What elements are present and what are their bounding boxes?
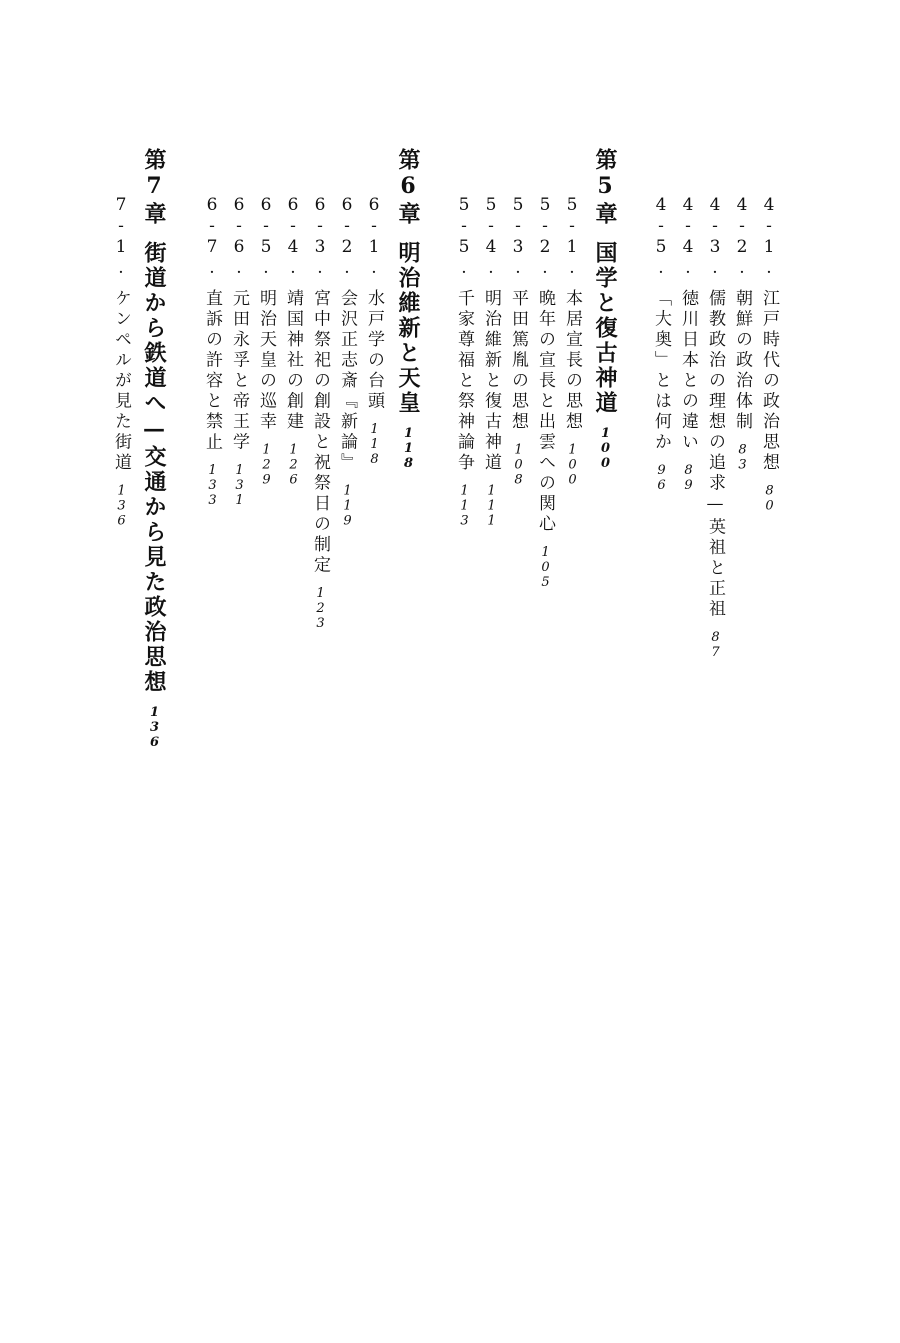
entry-page-number: 83 (735, 442, 750, 473)
entry-title: 水戸学の台頭 (364, 289, 384, 412)
entry-page-number: 96 (654, 463, 669, 493)
toc-entry-5-4[interactable] (482, 195, 499, 529)
entry-title: 会沢正志斎『新論』 (337, 289, 357, 474)
toc-entry-6-1[interactable] (365, 195, 382, 467)
entry-number: 6-4. (283, 195, 303, 279)
entry-number: 4-4. (678, 195, 698, 279)
chapter-number: 第6章 (395, 148, 421, 227)
toc-entry-6-5[interactable] (257, 195, 274, 488)
entry-title: 靖国神社の創建 (283, 289, 303, 433)
entry-number: 5-5. (454, 195, 474, 279)
toc-entry-4-4[interactable] (679, 195, 696, 493)
toc-entry-7-1[interactable] (112, 195, 129, 529)
chapter-title: 明治維新と天皇 (395, 241, 421, 416)
entry-title: 千家尊福と祭神論争 (454, 289, 474, 474)
entry-number: 6-6. (229, 195, 249, 279)
entry-title: 徳川日本との違い (678, 289, 698, 453)
entry-title: 明治維新と復古神道 (481, 289, 501, 474)
toc-entry-6-3[interactable] (311, 195, 328, 631)
entry-page-number: 108 (511, 442, 526, 488)
entry-title: 「大奥」とは何か (651, 289, 671, 453)
toc-entry-6-7[interactable] (203, 195, 220, 508)
chapter-6-heading[interactable] (397, 148, 419, 471)
entry-page-number: 80 (762, 483, 777, 514)
toc-entry-6-6[interactable] (230, 195, 247, 508)
toc-entry-5-5[interactable] (455, 195, 472, 529)
toc-entry-5-1[interactable] (563, 195, 580, 488)
entry-title: 宮中祭祀の創設と祝祭日の制定 (310, 289, 330, 576)
chapter-number: 第5章 (592, 148, 618, 227)
toc-entry-5-3[interactable] (509, 195, 526, 488)
entry-page-number: 111 (484, 483, 499, 529)
entry-number: 6-2. (337, 195, 357, 279)
entry-title: 本居宣長の思想 (562, 289, 582, 433)
entry-number: 6-3. (310, 195, 330, 279)
chapter-5-heading[interactable] (594, 148, 616, 471)
entry-page-number: 113 (457, 483, 472, 529)
entry-page-number: 119 (340, 483, 355, 529)
entry-page-number: 129 (259, 442, 274, 488)
entry-number: 4-5. (651, 195, 671, 279)
chapter-page-number: 136 (147, 705, 162, 750)
entry-page-number: 126 (286, 442, 301, 488)
entry-page-number: 133 (205, 463, 220, 508)
entry-number: 6-7. (202, 195, 222, 279)
chapter-title: 街道から鉄道へ—交通から見た政治思想 (141, 241, 167, 695)
entry-title: 晩年の宣長と出雲への関心 (535, 289, 555, 535)
entry-title: 元田永孚と帝王学 (229, 289, 249, 453)
entry-number: 5-4. (481, 195, 501, 279)
chapter-title: 国学と復古神道 (592, 241, 618, 416)
entry-title: 朝鮮の政治体制 (732, 289, 752, 433)
chapter-number: 第7章 (141, 148, 167, 227)
toc-entry-4-1[interactable] (760, 195, 777, 514)
entry-page-number: 89 (681, 463, 696, 493)
entry-number: 6-1. (364, 195, 384, 279)
toc-entry-4-2[interactable] (733, 195, 750, 473)
entry-page-number: 105 (538, 545, 553, 590)
toc-entry-6-2[interactable] (338, 195, 355, 529)
toc-entry-5-2[interactable] (536, 195, 553, 590)
entry-page-number: 136 (114, 483, 129, 529)
entry-title: 儒教政治の理想の追求—英祖と正祖 (705, 289, 725, 620)
entry-number: 5-1. (562, 195, 582, 279)
entry-number: 5-2. (535, 195, 555, 279)
toc-entry-4-3[interactable] (706, 195, 723, 660)
entry-number: 4-1. (759, 195, 779, 279)
entry-number: 4-2. (732, 195, 752, 279)
entry-title: 江戸時代の政治思想 (759, 289, 779, 474)
entry-page-number: 118 (367, 422, 382, 467)
entry-title: 明治天皇の巡幸 (256, 289, 276, 433)
chapter-page-number: 100 (598, 426, 613, 471)
entry-title: 平田篤胤の思想 (508, 289, 528, 433)
entry-title: ケンペルが見た街道 (111, 289, 131, 474)
entry-page-number: 100 (565, 442, 580, 488)
entry-page-number: 131 (232, 463, 247, 508)
entry-page-number: 123 (313, 586, 328, 631)
entry-number: 5-3. (508, 195, 528, 279)
toc-entry-4-5[interactable] (652, 195, 669, 493)
chapter-7-heading[interactable] (143, 148, 165, 750)
entry-number: 6-5. (256, 195, 276, 279)
entry-page-number: 87 (708, 630, 723, 660)
toc-entry-6-4[interactable] (284, 195, 301, 488)
entry-title: 直訴の許容と禁止 (202, 289, 222, 453)
chapter-page-number: 118 (401, 426, 416, 471)
entry-number: 4-3. (705, 195, 725, 279)
entry-number: 7-1. (111, 195, 131, 279)
